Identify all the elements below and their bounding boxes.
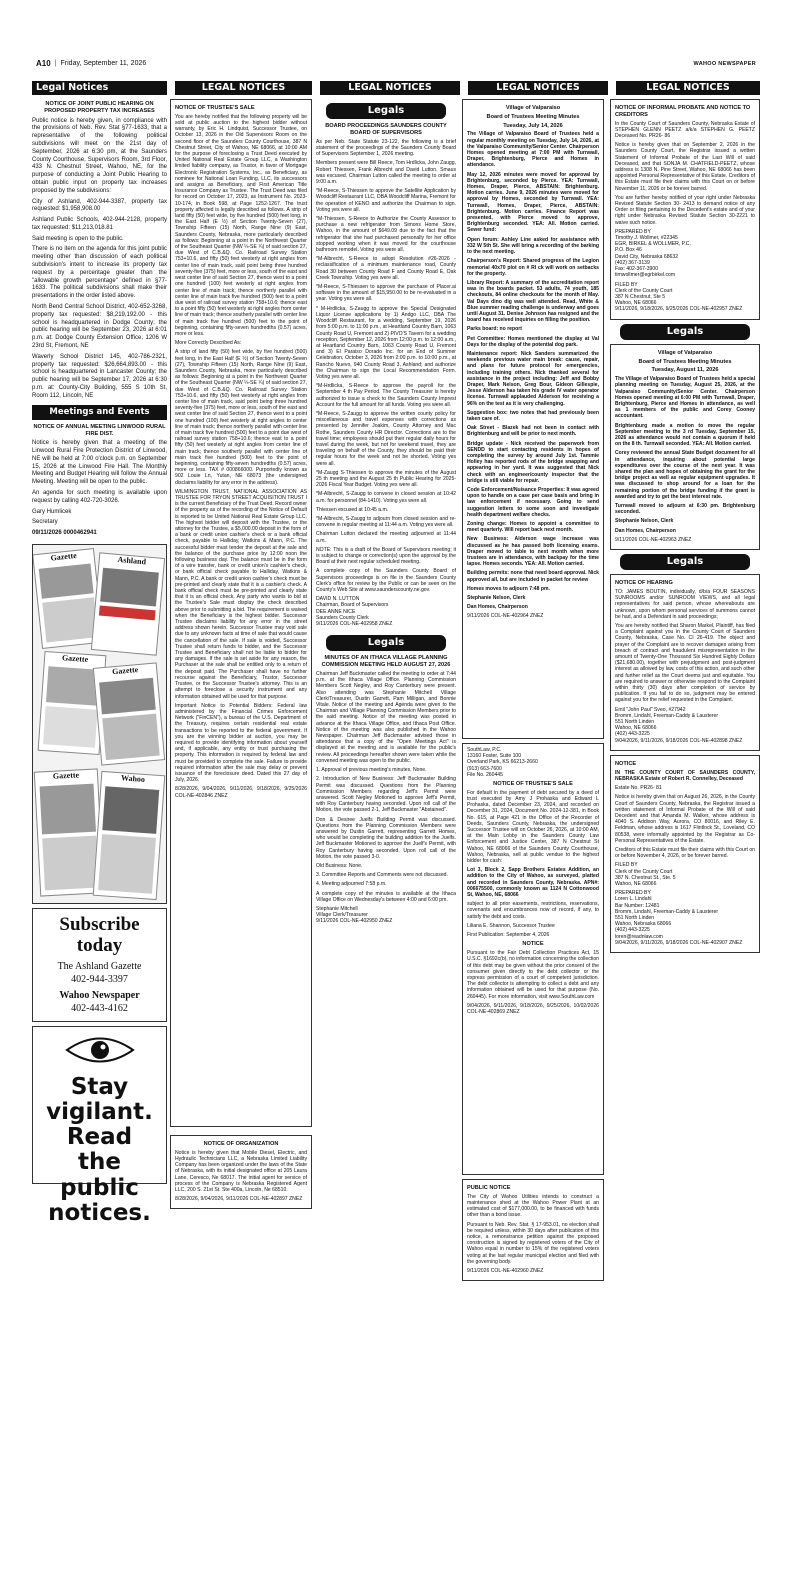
ithaca-signature: Stephanie Mitchell Village Clerk/Treasurer 9/11/2026 COL-NE-402950 ZNEZ — [316, 905, 393, 925]
peetz-p2: Notice is hereby given that on September 2, 2026 in the Saunders County Court, the Registrar issued a written Statement of Informal Probate of the Last Will of said Deceased, and that SONJA M. CHATFIELD-PEETZ, whose address is 1308 N. Pine Street, Wahoo, NE 68066 has been appointed Personal Representative of this Estate. Creditors of this Estate must file their claims with this Court on or before November 11, 2026 or be forever barred. — [615, 142, 755, 192]
valparaiso-july-p15: Building permits: none that need board approval. Nick approved all, but are included in packet for review — [467, 570, 599, 583]
board-p8: *M-Hrdlicka, S-Reece to approve the payroll for the September 4 th Pay Period. The County Treasurer is hereby authorized to issue a check to the Saunders County Imprest Account for the full amount for all funds. Voting yes were all. — [316, 383, 456, 408]
trustee-sale-p1: You are hereby notified that the following property will be sold at public auction to the highest bidder without warranty, by Eric H. Lindquist, Successor Trustee, on October 13, 2026 in the Old Supervisors Room on the second floor of the Saunders County Courthouse, 387 N Chestnut Street, City of Wahoo, NE 68066, at 10:00 AM for the purpose of foreclosing a Trust Deed executed by United National Real Estate Group LLC, a Washington limited liability company, as Trustor, in favor of Mortgage Electronic Registration Systems, Inc., as Beneficiary, as nominee for National Loan Funding, LLC, its successors and assigns as Beneficiary, and First American Title Insurance Company as Trustee. The Trust Deed was filed for record on October 17, 2023, as Instrument No. 2023-10-174, in Book 598, at Page 1252-1267. The trust property affected is legally described as follows. A strip of land fifty (50) feet wide, by five hundred (500) feet long, in the East Half (E ½) of Section Twenty-Seven (27), Township Fifteen (15) North, Range Nine (9) East, Saunders County, Nebraska, more particularly described as follows: Beginning at a point in the Northwest Quarter of the Southeast Quarter (NW ¼-SE ¼) of said section 27, due West of C.B.&Q. Co. Railroad Survey Station 753+10.6, and fifty (50) feet westerly at right angles from center line of main track, said point being three hundred seventy-five (375) feet, more or less, south of the east and west center line of said Section 27, thence west to a point one hundred (100) feet westerly at right angles from center line of main track; thence northerly parallel with center line of main track five hundred (500) feet to a point due west of railroad survey station 758+10.6; thence east to a point fifty (50) feet westerly at right angles from center line of main track; thence southerly parallel with center line of main track five hundred (500) feet to the point of beginning, containing fifty-seven hundredths (0.57) acres, more or less. — [175, 113, 307, 337]
connelley-filed-by: FILED BY Clerk of the County Court 387 N. Chestnut St., Ste. 5 Wahoo, NE 68066 — [615, 862, 676, 887]
valparaiso-july-code: 9/11/2026 COL-NE-402964 ZNEZ — [467, 613, 544, 620]
page-number: A10 — [36, 59, 51, 69]
board-p12: Thiessen excused at 10:45 a.m. — [316, 506, 389, 513]
linwood-agenda: An agenda for such meeting is available upon request by calling 402-720-3026. — [32, 489, 167, 504]
stay-word-3: Read — [66, 1124, 133, 1151]
stay-word-1: Stay — [70, 1073, 129, 1100]
subscribe-paper-wahoo: Wahoo Newspaper — [59, 989, 140, 1001]
promo-paper-6: Wahoo — [93, 771, 166, 900]
band-legal-notices: Legal Notices — [32, 81, 167, 95]
subscribe-box — [32, 908, 167, 1022]
trustee-sale-p3: A strip of land fifty (50) feet wide, by five hundred (500) feet long, in the East Half (E ½) of Section Twenty-Seven (27), Township Fifteen (15) North, Range Nine (9) East, Saunders County, Nebraska, more particularly described as follows: Beginning at a point in the Northwest Quarter of the Southeast Quarter (NW ¼-SE ¼) of said section 27, due West of C.B.&Q. Co. Railroad Survey Station 753+10.6, and fifty (50) feet westerly at right angles from center line of main track, said point being three hundred seventy-five (375) feet, more or less, south of the east and west center line of said Section 27, thence west to a point one hundred (100) feet westerly at right angles to center line of main track; thence northerly parallel with center line of main track five hundred (500) feet to a point due west of railroad survey station 758+10.6; thence east to a point fifty (50) feet westerly at right angles from center line of main track; thence southerly parallel with center line of main track five hundred (500) feet to the point of beginning, containing fifty-seven hundredths (0.57) acres, more or less. TAX # 000866000. Purportedly known as 902 Louie Ln, Yutan, NE 68073 (the undersigned disclaims liability for any error in the address). — [175, 349, 307, 486]
masthead-separator: | — [54, 59, 57, 67]
board-p1: As per Neb. State Statute 23-122, the following is a brief statement of the proceedings of the Saunders County Board of Supervisors September 1, 2026 meeting. — [316, 138, 456, 158]
peetz-probate-notice — [610, 99, 760, 320]
hearing-north-bend: North Bend Central School District, 402-652-3268, property tax requested: $8,219,192.00 - this school is headquartered in Dodge County; the public hearing will be September 23, 2026 at 6:01 p.m. at: Dodge County Extension Office, 1206 W 23rd St, Fremont, NE — [32, 304, 167, 350]
trustee-sale-title: NOTICE OF TRUSTEE'S SALE — [175, 105, 255, 111]
band-legal-notices-5: LEGAL NOTICES — [616, 81, 760, 95]
ithaca-p5: Old Business: None. — [316, 862, 363, 869]
peetz-filed-by: FILED BY Clerk of the County Court 387 N Chestnut, Ste 5 Wahoo, NE 68066 9/11/2026, 9/18/2026, 9/25/2026 COL-NE-402957 ZNEZ — [615, 281, 743, 313]
legals-heading-1: Legals — [326, 103, 446, 119]
valparaiso-july-p13: Zoning change: Homes to appoint a committee to meet quarterly. Will report back next month. — [467, 521, 599, 534]
stay-vigilant-box — [32, 1026, 167, 1227]
hearing-agenda: There is no item on the agenda for this joint public meeting other than discussion of each political subdivision's intent to increase its property tax request by a percentage greater than the "allowable growth percentage" defined in §77-1633. The political subdivisions shall make their presentations in the order listed above. — [32, 246, 167, 300]
stay-word-2: vigilant. — [46, 1098, 153, 1125]
valparaiso-july-p5: Library Report: A summary of the accreditation report was in the boards packet. 53 adults, 74 youth, 185 checkouts, 84 online checkouts for the month of May. Val Days dino dig was well attended. Read, White & Blue summer reading challenge is underway and goes until August 31. Denise Johnson has resigned and the board has received inquiries on filling the position. — [467, 279, 599, 324]
promo-paper-1: Gazette — [32, 548, 104, 649]
board-signature: DAVID N. LUTTON Chairman, Board of Supervisors DEE ANNE NICE Saunders County Clerk 9/11/2026 COL-NE-402958 ZNEZ — [316, 596, 393, 628]
notice-of-hearing — [610, 574, 760, 751]
public-notice-p1: The City of Wahoo Utilities intends to construct a maintenance shed at the Wahoo Power Plant at an estimated cost of $177,000.00, to be financed with funds other than a bond issue. — [467, 1193, 599, 1219]
promo-paper-5: Gazette — [34, 768, 104, 896]
valparaiso-july-p16: Homes moves to adjourn 7:48 pm. — [467, 585, 550, 592]
linwood-body: Notice is hereby given that a meeting of the Linwood Rural Fire Protection District of Linwood, NE will be held at 7:00 o'clock p.m. on September 15, 2026 at the Linwood Fire Hall. The Monthly Meeting and Budget Hearing will follow the Annual Meeting. Meeting will be open to the public. — [32, 440, 167, 486]
valparaiso-july-p6: Parks board: no report — [467, 326, 522, 333]
board-proceedings-title: BOARD PROCEEDINGS SAUNDERS COUNTY BOARD OF SUPERVISORS — [325, 123, 447, 136]
southlaw-p2: Lot 3, Block 2, Sapp Brothers Estates Addition, an addition to the City of Wahoo, as surveyed, platted and recorded in Saunders County, Nebraska. APN#: 006675500, commonly known as 1124 N Cottonwood St, Wahoo, NE, 68066 — [467, 867, 599, 899]
trustee-sale-p2: More Correctly Described As: — [175, 340, 242, 347]
hearing-ashland-schools: Ashland Public Schools, 402-944-2128, property tax requested: $11,213,018.81 — [32, 217, 167, 231]
newspaper-collage-image — [32, 544, 167, 904]
ithaca-p1: Chairman Jeff Buckmaster called the meeting to order at 7:44 p.m. at the Ithaca Village Office. Planning Commission Members Scott Negley, and Roy Canterbury were present. Also attending was Stephanie Mitchell Village Clerk/Treasurer, Dustin Garrett, Pam Milligan, and Bonnie Vitale. Notice of the meeting and Agenda were given to the Chairman and Village Planning Commission Members prior to the said meeting. Notice of the meeting was posted in advance at the Ithaca Village Office, and Ithaca Post Office. Notice of the meeting was also published in the Wahoo Newspaper. Chairman Jeff Buckmaster advised those in attendance that a copy of the "Open Meetings Act" is displayed at the meeting and is available for the public's review. All proceedings hereafter shown were taken while the convened meeting was open to the public. — [316, 671, 456, 764]
board-p7: * M-Hrdlicka, S-Zaugg to approve the Special Designated Liquor License applications by 1) Andgo LLC, DBA The Woodcliff Restaurant, for a wedding, September 19, 2026 from 5:00 p.m. to 11:00 p.m., at Heartland Country Barn, 1063 County Road U, Fremont and 2) PIVO'S Tavern for a wedding reception, September 12, 2026 from 12:00 p.m. to 12:00 a.m., at Heartland Country Barn, 1063 County Road U, Fremont and 3) El Paraiso Dorado Inc. for an End of Summer Celebration, October 3, 2026 from 2:00 p.m. to 10:00 p.m., at Rancho Nuevo, 940 County Road 3, Ashland; and authorize the Chairman to sign the Local Recommendation Form. Voting yes were all. — [316, 305, 456, 380]
southlaw-p1: For default in the payment of debt secured by a deed of trust executed by Amy J Prohaska and Edward L Prohaska, dated December 23, 2024, and recorded on December 31, 2024, Document No. 2024-12-381, in Book No. 615, at Page 421 in the Office of the Recorder of Deeds, Saunders County, Nebraska, the undersigned Successor Trustee will on October 26, 2026, at 10:00 AM, at the Main Lobby in the Saunders County Law Enforcement and Justice Center, 387 N Chestnut St Wahoo, NE 68066 of the Saunders County Courthouse, Wahoo, Nebraska, sell at public vendue to the highest bidder for cash: — [467, 789, 599, 865]
valparaiso-july-chair: Dan Homes, Chairperson — [467, 604, 528, 611]
stay-word-4: the — [78, 1149, 121, 1176]
hearing-notice-title: NOTICE OF HEARING — [615, 580, 673, 587]
valparaiso-july-p3: Open forum: Ashley Line asked for assistance with 332 W 5th St. She will bring a recording of the barking to the next meeting. — [467, 236, 599, 256]
hearing-notice-p1: TO: JAMES BOUTIN, individually, d/b/a FOUR SEASONS SUNROOMS and/or SUNROOM VIEWS, and all legal representatives for said person, whose whereabouts are unknown, upon whom personal services of summons cannot be had, and a Defendant in said proceedings; — [615, 589, 755, 620]
ithaca-p3: 2. Introduction of New Business: Jeff Buckmaster Building Permit was discussed. Questions from the Planning Commission Members regarding Jeff's Permit were answered. Scott Negley Motioned to approve Jeff's Permit, with Roy Canterbury having seconded. Upon roll call of the Motion, the vote passed 2-1, Jeff Buckmaster "Abstained". — [316, 776, 456, 814]
valparaiso-july-clerk: Stephanie Nelson, Clerk — [467, 595, 526, 602]
valparaiso-aug-p3: Corey reviewed the annual State Budget document for all in attendance, inquiring about potential large expenditures over the course of the next year. It was shared the plan and hopes of obtaining the grant for the bridge project as well as regular equipment upgrades. It was discussed to shop around for a loan for the remaining portion of the bridge funding if the grant is awarded and try to get the best interest rate. — [615, 450, 755, 500]
subscribe-phone-ashland: 402-944-3397 — [71, 973, 128, 985]
ithaca-p8: A complete copy of the minutes is available at the Ithaca Village Office on Wednesday's between 4:00 and 6:00 pm. — [316, 890, 456, 903]
public-notice-p2: Pursuant to Neb. Rev. Stat. § 17-953.01, no election shall be required unless, within 30 days after publication of this notice, a remonstrance petition against the proposed construction is signed by registered voters of the City of Wahoo equal in number to 15% of the registered voters voting at the last regular municipal election and filed with the governing body. — [467, 1221, 599, 1265]
peetz-p3: You are further hereby notified of your right under Nebraska Revised Statute Section 30- 2413 to demand notice of any Order or filing pertaining to the Decedent's estate and of your right under Nebraska Revised Statute Section 30-2221 to waive such notice. — [615, 194, 755, 226]
valparaiso-aug-title-1: Village of Valparaiso — [657, 349, 713, 356]
peetz-title: NOTICE OF INFORMAL PROBATE AND NOTICE TO CREDITORS — [615, 105, 751, 118]
organization-notice — [170, 1135, 312, 1209]
ithaca-p7: 4. Meeting adjourned 7:58 p.m. — [316, 881, 387, 888]
valparaiso-july-p1: The Village of Valparaiso Board of Trustees held a regular monthly meeting on Tuesday, July 14, 2026, at the Valparaiso Community/Senior Center. Chairperson Homes opened meeting at 7:00 PM with Turnwall, Draper, Brightenburg, Pierce and Homes in attendance. — [467, 131, 599, 169]
linwood-signer-title: Secretary — [32, 519, 58, 526]
wahoo-utilities-notice — [462, 1179, 604, 1281]
ithaca-p2: 1. Approval of previous meeting's minutes. None. — [316, 767, 427, 774]
hearing-notice-attorney: Emil "John Paul" Sveo, #27942 Bromm, Lindahl, Freeman-Caddy & Lausterer 551 North Linden Wahoo, NE 68066 (402) 443-3225 9/04/2026, 9/11/2026, 9/18/2026 COL-NE-402898 ZNEZ — [615, 706, 743, 744]
column-4 — [462, 99, 604, 1554]
legals-heading-4: Legals — [620, 554, 750, 570]
valparaiso-aug-p1: The Village of Valparaiso Board of Trustees held a special planning meeting on Tuesday, August 25, 2026, at the Valparaiso Community/Senior Center. Chairperson Homes opened meeting at 6:00 PM with Turnwall, Draper, Brightenburg, Pierce and Homes in attendance, as well as 1 members of the public and Corey Cooney accountant. — [615, 376, 755, 420]
hearing-waverly: Waverly School District 145, 402-786-2321, property tax requested: $26,664,893.00 - this school is headquartered in Lancaster County; the public hearing will be September 17, 2026 at 6:30 p.m. at: County-City Building, 555 S 10th St, Room 112, Lincoln, NE — [32, 353, 167, 399]
valparaiso-july-p8: Maintenance report: Nick Sanders summarized the weekends previous water main break: cause, repair, and plans for future protocol for emergencies, including training others. Nick thanked several for assistance in the project including: Jeff and Bobby Draper, Mark Nelson, Greg Bour, Gideon Gillespie, Jesse Alderson has taken his grade IV water operator license. Turnwall applauded Alderson for receiving a 96% on the test as it is very challenging. — [467, 350, 599, 407]
valparaiso-aug-title-2: Board of Trustees Meeting Minutes — [638, 358, 732, 365]
board-p16: A complete copy of the Saunders County Board of Supervisors proceedings is on file in the Saunders County Clerk's office for review by the Public or can be seen on the County's Web Site at www.saunderscounty.ne.gov. — [316, 568, 456, 594]
board-p10: *M-Zaugg S-Thiessen to approve the minutes of the August 25 th meeting and the August 25 th Public Hearing for 2025-2026 Fiscal Year Budget. Voting yes were all. — [316, 469, 456, 489]
connelley-p4: Creditors of this Estate must file their claims with this Court on or before November 4, 2026, or be forever barred. — [615, 846, 755, 860]
hearing-intro: Public notice is hereby given, in compliance with the provisions of Neb. Rev. Stat §77-1633, that a representative of the following political subdivisions will meet on the 21st day of September, 2026 at 6:30 pm, at the Saunders County Courthouse, Supervisors Room, 3rd Floor, 433 N. Chestnut Street, Wahoo, NE, for the purpose of conducting a Joint Public Hearing to obtain public input on property tax increases proposed by the subdivisions: — [32, 117, 167, 194]
valparaiso-july-p14: New Business: Alderson wage increase was discussed as he has passed both licensing exams. Draper moved to table to next month when more trustees are in attendance, with backpay for the time lapse. Homes seconds. YEA: All. Motion carried. — [467, 536, 599, 568]
board-p3: *M-Reece, S-Thiessen to approve the Satellite Application by Woodcliff Restaurant LLC, DBA Woodcliff Marina, Fremont for the operation of KENO and authorize the Chairman to sign. Voting yes were all. — [316, 188, 456, 213]
valparaiso-july-p10: Oak Street - Blazek had not been in contact with Brightenburg and will be prior to next month. — [467, 425, 599, 438]
hearing-open: Said meeting is open to the public. — [32, 235, 124, 242]
subscribe-paper-ashland: The Ashland Gazette — [57, 960, 142, 972]
board-p13: *M-Albrecht, S-Zaugg to adjourn from closed session and re-convene in regular meeting at 11:44 a.m. Voting yes were all. — [316, 515, 456, 529]
southlaw-p6: Pursuant to the Fair Debt Collection Practices Act, 15 U.S.C. §1692c(b), no information concerning the collection of this debt may be given without the prior consent of the consumer given directly to the debt collector or the express permission of a court of competent jurisdiction. The debt collector is attempting to collect a debt and any information obtained will be used for that purpose (No. 260445). For more information, visit www.SouthLaw.com — [467, 950, 599, 1000]
section-bands — [32, 81, 760, 95]
linwood-title: NOTICE OF ANNUAL MEETING LINWOOD RURAL FIRE DIST. — [33, 423, 166, 437]
board-p14: Chairman Lutton declared the meeting adjourned at 11:44 a.m. — [316, 531, 456, 544]
trustee-sale-p4: WILMINGTON TRUST, NATIONAL ASSOCIATION AS TRUSTEE FOR TRYON STREET ACQUISITION TRUST I is the current Beneficiary of the Trust Deed. Record owner of the property as of the recording of the Notice of Default is reported to be United National Real Estate Group LLC. The highest bidder will deposit with the Trustee, or the attorney for the Trustee, a $5,000.00 deposit in the form of a bank or credit union cashier's check or a bank official check, payable to Halliday, Watkins & Mann, P.C. The successful bidder must tender the deposit at the sale and the balance of the purchase price by 12:00 noon the following business day. The balance must be in the form of a wire transfer, bank or credit union's cashier's check, or bank official check payable to Halliday, Watkins & Mann, P.C. A bank or credit union cashier's check must be pre-printed and clearly state that it is a cashier's check. A bank official check must be pre-printed and clearly state that it is an official check. Any party who wants to bid at the Trustee's Sale must display the check described above prior to submitting a bid. The requirement is waived when the Beneficiary is the highest bidder. Successor Trustee disclaims liability for any error in the street address shown herein. Successor Trustee may void sale due to any unknown facts at time of sale that would cause the cancellation of the sale. If sale is voided, Successor Trustee shall return funds to bidder, and the Successor Trustee and Beneficiary shall not be liable to bidder for any damages. If the sale is set aside for any reason, the Purchaser at the sale shall be entitled only to a return of the deposit paid. The Purchaser shall have no further recourse against the Beneficiary, Trustor, Successor Trustee, or the Successor Trustee's attorney. This is an attempt to foreclose a security instrument and any information obtained will be used for that purpose. — [175, 488, 307, 700]
organization-body: Notice is hereby given that Mobile Diesel, Electric, and Hydraulic Technicians LLC, a Nebraska Limited Liability Company has been organized under the laws of the State of Nebraska, with its initial designated office at 205 Laura Lane, Ceresco, Ne 68017. The initial agent for service of process of the Company is Nebraska Registered Agent LLC, 200 S. 21st St. Ste 400a, Lincoln, Ne 68510. — [175, 1149, 307, 1194]
valparaiso-august-minutes — [610, 344, 760, 550]
organization-code: 8/28/2026, 9/04/2026, 9/11/2026 COL-NE-402897 ZNEZ — [175, 1196, 303, 1203]
valparaiso-july-p7: Pet Committee: Homes mentioned the display at Val Days for the display of the potential dog park. — [467, 335, 599, 348]
column-3 — [316, 99, 456, 1554]
band-legal-notices-3: LEGAL NOTICES — [320, 81, 460, 95]
band-legal-notices-2: LEGAL NOTICES — [175, 81, 312, 95]
trustee-sale-notice — [170, 99, 312, 1127]
connelley-title: NOTICE — [615, 760, 637, 767]
connelley-court: IN THE COUNTY COURT OF SAUNDERS COUNTY, NEBRASKA Estate of Robert R. Connelley, Deceased — [615, 769, 755, 782]
connelley-estate-notice — [610, 755, 760, 953]
band-legal-notices-4: LEGAL NOTICES — [468, 81, 608, 95]
connelley-estate-no: Estate No. PR26- 81 — [615, 785, 662, 792]
hearing-ashland-city: City of Ashland, 402-944-3387, property tax requested: $1,958,908.00 — [32, 198, 167, 213]
public-notice-code: 9/11/2026 COL-NE-402960 ZNEZ — [467, 1268, 544, 1275]
valparaiso-aug-p2: Brightenburg made a motion to move the regular September meeting to the 3 rd Tuesday, September 15, 2026 as attendance would not contain a quorum if held on the 8 th. Turnwall seconded. YEA: All. Motion carried. — [615, 422, 755, 448]
valparaiso-july-p12: Code Enforcement/Nuisance Properties: It was agreed upon to handle on a case per case basis and bring in law enforcement if necessary. Going to send suggestion letters to some soon and investigate health department welfare checks. — [467, 487, 599, 518]
column-5 — [610, 99, 760, 1554]
masthead — [36, 58, 756, 70]
valparaiso-aug-date: Tuesday, August 11, 2026 — [651, 367, 719, 374]
promo-paper-4: Gazette — [93, 662, 165, 765]
southlaw-header: SouthLaw, P.C. 13160 Foster, Suite 100 Overland Park, KS 66213-2660 (913) 663-7600 File No. 260445 — [467, 747, 538, 778]
southlaw-trustee-sale — [462, 743, 604, 1175]
valparaiso-july-title-2: Board of Trustees Meeting Minutes — [486, 113, 580, 120]
linwood-code: 09/11/2026 0000462941 — [32, 530, 97, 537]
issue-date: Friday, September 11, 2026 — [60, 59, 147, 67]
valparaiso-aug-p4: Turnwall moved to adjourn at 6:30 pm. Brightenburg seconded. — [615, 503, 755, 516]
subscribe-heading: Subscribe — [59, 913, 140, 935]
valparaiso-aug-code: 9/11/2026 COL-NE-402963 ZNEZ — [615, 536, 692, 543]
valparaiso-july-p11: Bridge update - Nick received the paperwork from SENDD to start contacting residents in hopes of completing the survey by around July 1st. Tammie Holley has reported rods of the bridge snapping and appearing in her yard. It was suggested that Nick check with an engineer/county inspector that the bridge is still viable for repair. — [467, 440, 599, 484]
stay-word-5: public — [60, 1174, 139, 1201]
hearing-title: NOTICE OF JOINT PUBLIC HEARING ON PROPOSED PROPERTY TAX INCREASES — [44, 101, 155, 115]
valparaiso-july-title-1: Village of Valparaiso — [505, 105, 561, 111]
stay-word-6: notices. — [48, 1200, 151, 1227]
southlaw-first-pub: First Publication: September 4, 2026 — [467, 932, 550, 939]
linwood-signer: Gary Humlicek — [32, 508, 72, 515]
board-p5: *M-Albrecht, S-Reece to adopt Resolution #26-2026 - reclassification of a minimum maintenance road, County Road 30 between County Road F and County Road E, Oak Creek Township. Voting yes were all. — [316, 256, 456, 281]
board-p15: NOTE: This is a draft of the Board of Supervisors meeting; it is subject to change or correction(s) upon the approval by the Board at their next regular scheduled meeting. — [316, 546, 456, 566]
valparaiso-aug-clerk: Stephanie Nelson, Clerk — [615, 518, 674, 525]
valparaiso-aug-chair: Dan Homes, Chairperson — [615, 527, 676, 534]
column-2 — [170, 99, 312, 1554]
southlaw-p3: subject to all prior easements, restrictions, reservations, covenants and encumbrances now of record, if any, to satisfy the debt and costs. — [467, 901, 599, 920]
southlaw-notice-title: NOTICE — [522, 941, 544, 948]
promo-paper-2: Ashland — [91, 552, 165, 655]
subscribe-phone-wahoo: 402-443-4162 — [71, 1002, 128, 1014]
valparaiso-july-p2: May 12, 2026 minutes were moved for approval by Brightenburg, seconded by Pierce. YEA: Turnwall, Homes, Draper, Pierce, ABSTAIN: Brightenburg. Motion carries. June 9, 2026 minutes were moved for approval by Homes, seconded by Turnwall. YEA: Turnwall, Homes, Draper, Pierce, ABSTAIN: Brightenburg. Motion carries. Finance Report was presented, with Pierce moved to approve, Brightenburg seconded. YEA: All. Motion carried. Sewer fund: — [467, 171, 599, 234]
board-p11: *M-Albrecht, S-Zaugg to convene in closed session at 10:42 a.m. for personnel (84-1410). Voting yes were all. — [316, 491, 456, 504]
peetz-prepared-by: PREPARED BY Timothy J. Wollmer, #22345 EGR, BIRKEL & WOLLMER, P.C. P.O. Box 46 David City, Nebraska 68632 (402) 367-3139 Fax: 402-367-3900 timwollmer@egrbirkel.com — [615, 228, 691, 279]
ithaca-p4: Don & Desiree Juelfs Building Permit was discussed. Questions from the Planning Commission Members were answered by Dustin Garrett, representing Garrett Homes, who would be completing the building addition for the Juelfs. Jeff Buckmaster Motioned to approve the Juelf's Permit, with Roy Canterbury having seconded. Upon roll call of the Motion, the vote passed 3-0. — [316, 816, 456, 860]
valparaiso-july-minutes — [462, 99, 604, 739]
column-1 — [32, 99, 167, 1554]
southlaw-title: NOTICE OF TRUSTEE'S SALE — [493, 781, 573, 788]
legals-heading-2: Legals — [326, 635, 446, 651]
ithaca-minutes-title: MINUTES OF AN ITHACA VILLAGE PLANNING COMMISSION MEETING HELD AUGUST 27, 2026 — [321, 655, 451, 669]
ithaca-p6: 3. Committee Reports and Comments were not discussed. — [316, 872, 448, 879]
trustee-sale-p5: Important Notice to Potential Bidders: Federal law administered by the Financial Crimes Enforcement Network ("FinCEN"), a bureau of the U.S. Department of the Treasury, requires certain residential real estate transactions to be reported to the federal government. If you are the winning bidder at auction, you may be required to provide identifying information about yourself and, if applicable, any entity or trust purchasing the property. This information is required by federal law and must be provided to complete the sale. Failure to provide required information after the sale may delay or prevent issuance of the foreclosure deed. Dated this 27 day of July, 2026. — [175, 702, 307, 784]
connelley-prepared-by: PREPARED BY Loren L. Lindahl Bar Number: 12481 Bromm, Lindahl, Freeman-Caddy & Lausterer 551 North Linden Wahoo, Nebraska 68066 (402) 443-3225 loren@readnlaw.com 9/04/2026, 9/11/2026, 9/18/2026 COL-NE-402907 ZNEZ — [615, 890, 743, 946]
board-p4: *M-Thiessen, S-Reece to Authorize the County Assessor to purchase a new refrigerator from Simons Home Store, Wahoo, in the amount of $649.09 due to the fact that the refrigerator that she had purchased personally for her office stopped working when it was moved for the courthouse bathroom remodel. Voting yes were all. — [316, 216, 456, 254]
promo-paper-3: Gazette — [38, 651, 107, 755]
connelley-p3: Notice is hereby given that on August 26, 2026, in the County Court of Saunders County, Nebraska, the Registrar issued a written statement of Informal Probate of the Will of said Decedent and that Amanda M. Walker, whose address is 4040 S. Addison Way, Aurora, CO 80016, and Riley E. Feldman, whose address is 1617 Flintlock St., Loveland, CO 80538, were informally appointed by the Registrar as Co-Personal Representatives of the Estate. — [615, 794, 755, 844]
valparaiso-july-p4: Chairperson's Report: Shared progress of the Legion memorial 40x70 plot on # RI ck will work on setbacks for the property. — [467, 258, 599, 277]
board-p9: *M-Reece, S-Zaugg to approve the written county policy for miscellaneous and travel expenses with corrections as presented by Jennifer Joakim, County Attorney and Mac Rothe, Saunders County HR Director. Corrections are to the travel time; employees should put their regular daily hours for travel during the week, but not for weekend travel, they are traveling on behalf of the County, they should be paid their regular hours for the week and not be shorted. Voting yes were all. — [316, 410, 456, 467]
eye-icon — [65, 1033, 135, 1067]
valparaiso-july-date: Tuesday, July 14, 2026 — [503, 122, 563, 129]
board-p6: *M-Reece, S-Thiessen to approve the purchase of Placer.ai software in the amount of $15,950.00 to be re-evaluated in a year. Voting yes were all. — [316, 284, 456, 303]
public-notice-title: PUBLIC NOTICE — [467, 1185, 511, 1191]
legals-heading-3: Legals — [620, 324, 750, 340]
southlaw-code: 9/04/2026, 9/11/2026, 9/18/2026, 9/25/2026, 10/02/2026 COL-NE-402869 ZNEZ — [467, 1002, 599, 1015]
band-meetings-events: Meetings and Events — [32, 405, 167, 420]
paper-name: WAHOO NEWSPAPER — [693, 60, 756, 67]
peetz-p1: In the County Court of Saunders County, Nebraska Estate of STEPHEN GLENN PEETZ a/k/a STEPHEN G. PEETZ Deceased No. PR26- 86 — [615, 120, 755, 140]
valparaiso-july-p9: Suggestion box: two notes that had previously been taken care of. — [467, 409, 599, 422]
southlaw-trustee: Liliana E. Shannon, Successor Trustee — [467, 922, 555, 929]
organization-title: NOTICE OF ORGANIZATION — [203, 1141, 279, 1147]
subscribe-today: today — [76, 934, 123, 956]
board-p2: Members present were Bill Reece, Tom Hrdlicka, John Zaugg, Robert Thiessen, Frank Albrecht and David Lutton. Smaus was excused. Chairman Lutton called the meeting to order at 9:00 a.m. — [316, 160, 456, 186]
hearing-notice-p2: You are hereby notified that Sharon Markel, Plaintiff, has filed a Complaint against you in the County Court of Saunders County, Nebraska, Case No. CI 26-419. The object and prayer of the Complaint are to recover damages arising from breach of contract and fraudulent misrepresentation in the amount of Twenty-One Thousand Six Hundred Eighty Dollars ($21,680.00), together with prejudgment and post-judgment interest as allowed by law, costs of this action, and such other and further relief as the Court deems just and equitable. You are required to answer or otherwise respond to the Complaint within thirty (30) days after completion of service by publication. If you fail to do so, judgment may be entered against you for the relief requested in the Complaint. — [615, 623, 755, 704]
trustee-sale-code: 8/28/2026, 9/04/2026, 9/11/2026, 9/18/2026, 9/25/2026 COL-NE-402846 ZNEZ — [175, 786, 307, 799]
